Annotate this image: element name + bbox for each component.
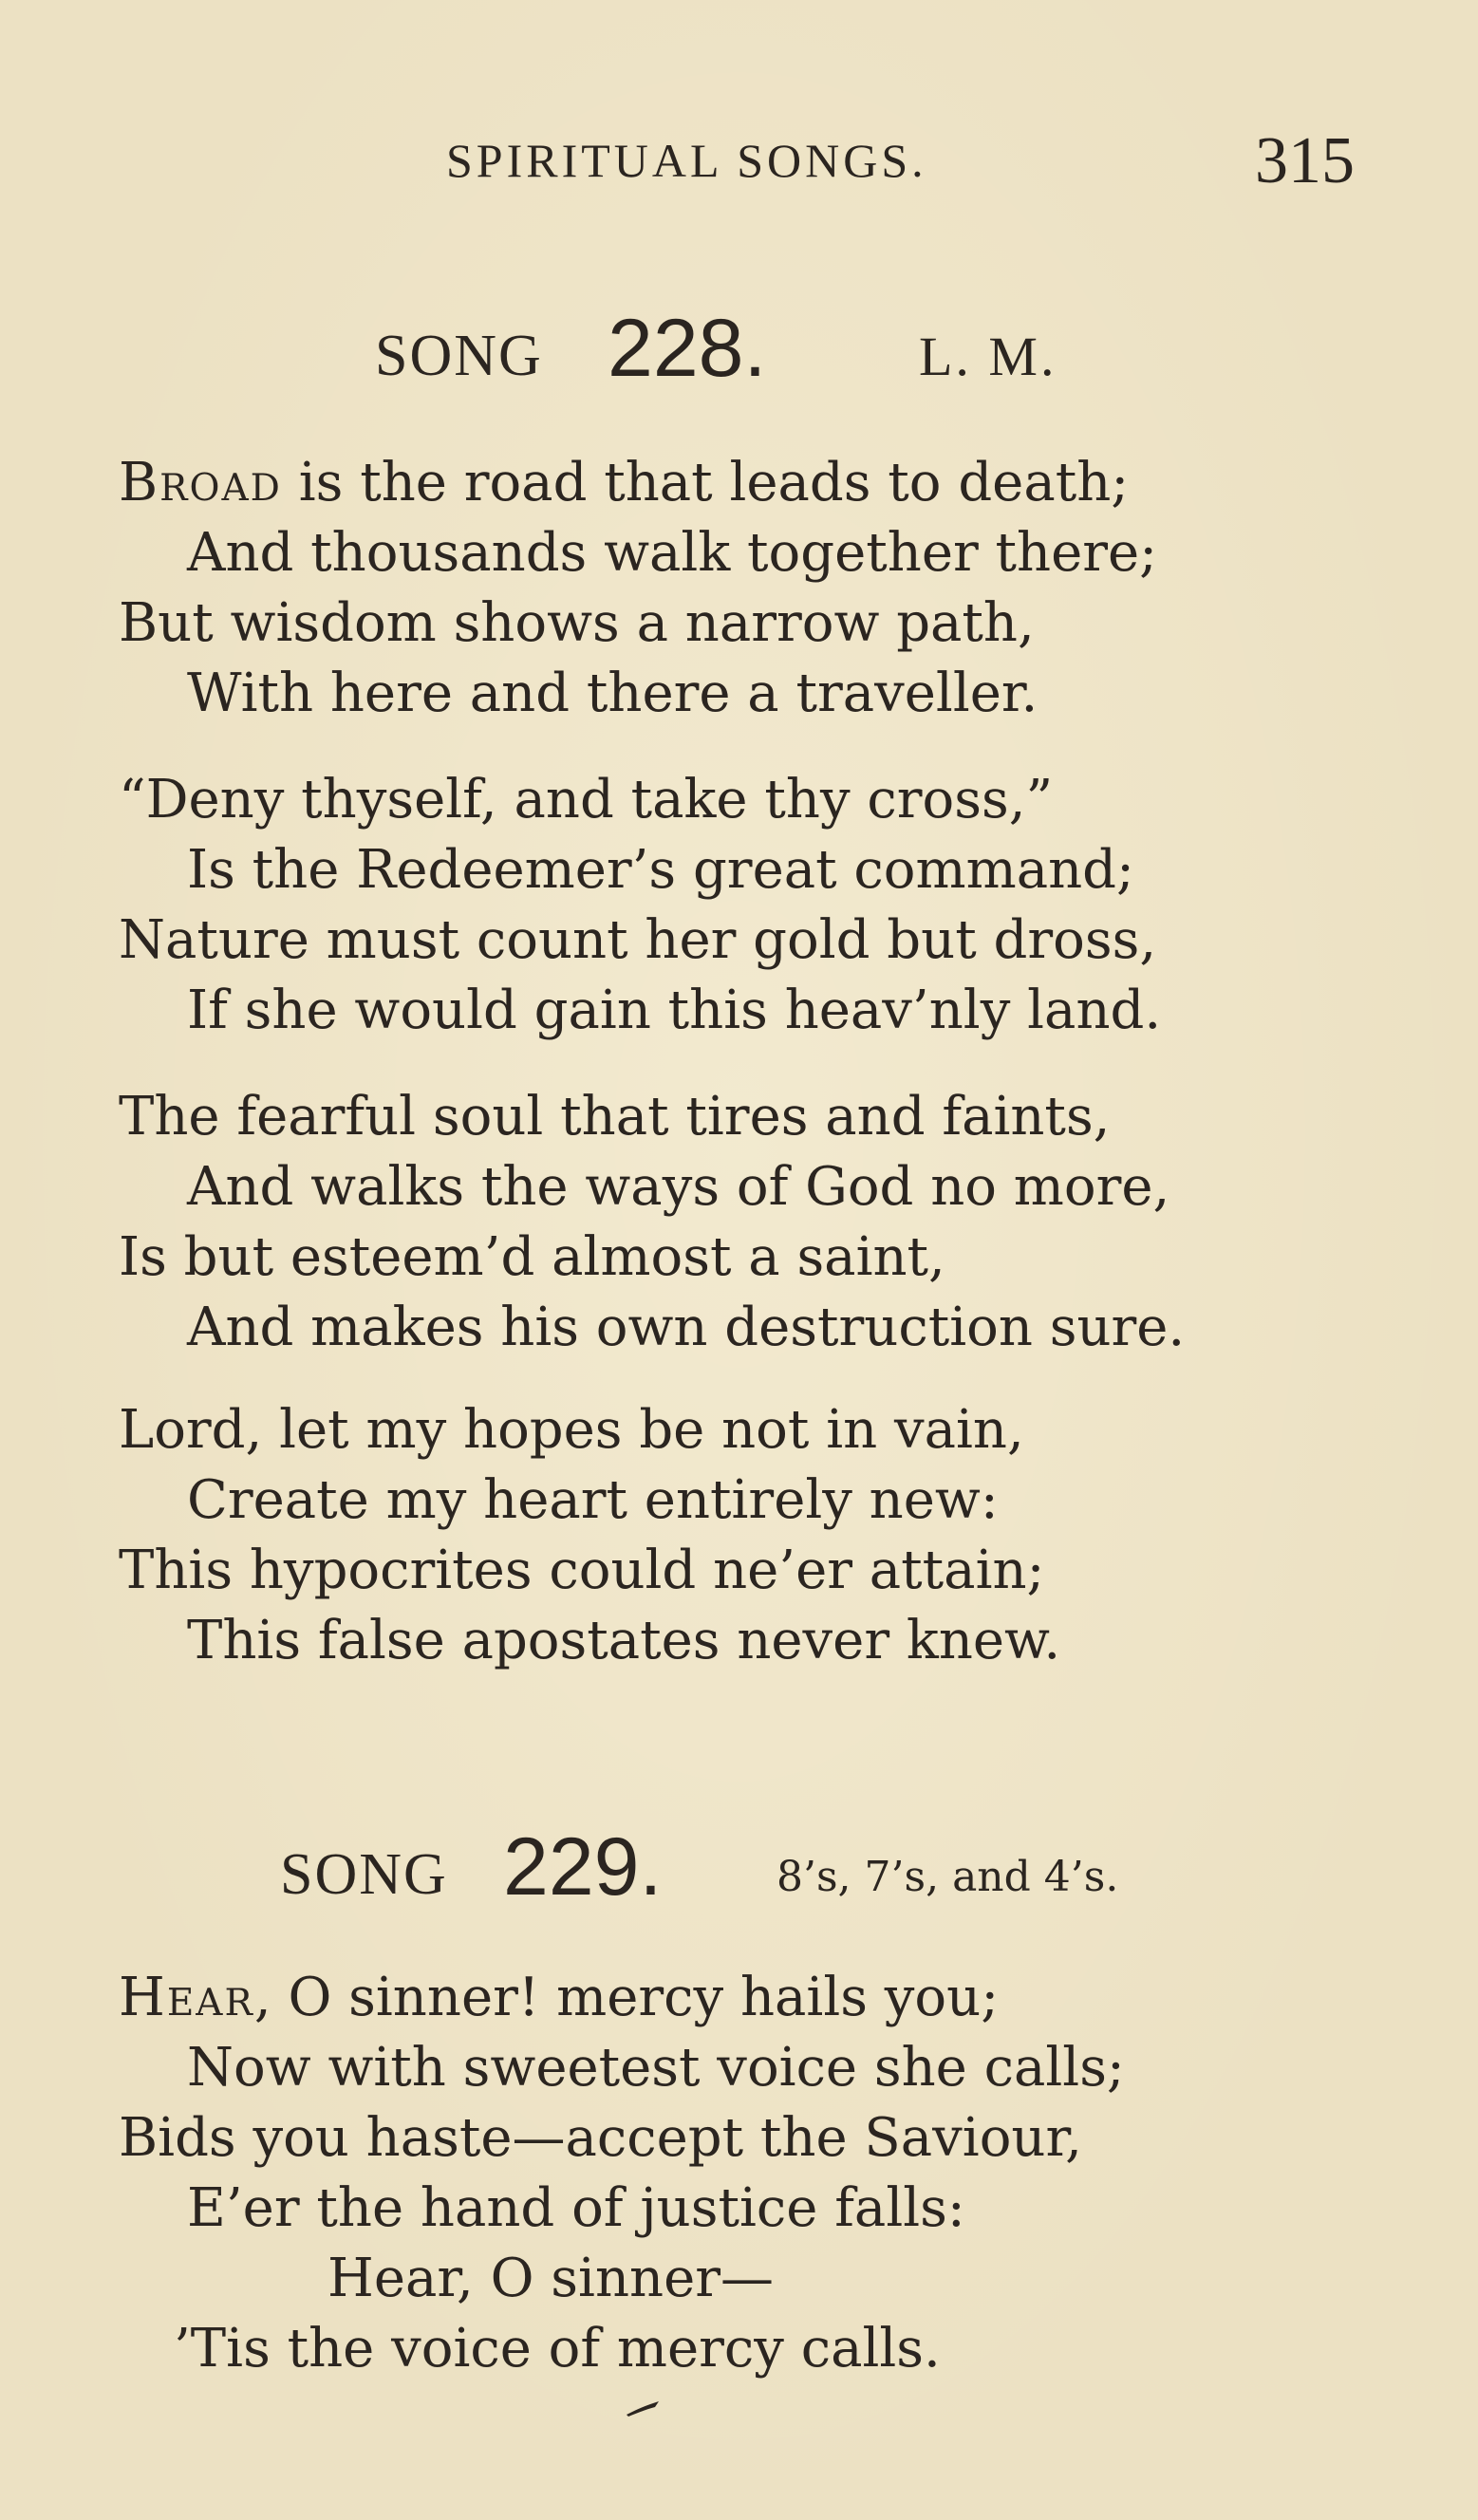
- song-228-heading: [0, 294, 1478, 408]
- verse-line: E’er the hand of justice falls:: [187, 2177, 965, 2239]
- printer-mark-icon: [625, 2399, 663, 2418]
- song-meter: L. M.: [919, 326, 1057, 387]
- verse-line-text: , O sinner! mercy hails you;: [253, 1967, 1000, 2028]
- verse-line: Bids you haste—accept the Saviour,: [119, 2107, 1082, 2169]
- running-head: [0, 123, 1478, 209]
- song-228-stanza-1: [119, 448, 1391, 729]
- verse-lead-word: Broad: [119, 452, 282, 513]
- verse-line: Is but esteem’d almost a saint,: [119, 1226, 945, 1288]
- verse-line: Is the Redeemer’s great command;: [187, 839, 1134, 901]
- song-228-stanza-2: [119, 765, 1391, 1046]
- verse-line: This false apostates never knew.: [187, 1610, 1061, 1671]
- verse-line: If she would gain this heav’nly land.: [187, 980, 1162, 1041]
- running-title: SPIRITUAL SONGS.: [446, 134, 927, 187]
- verse-line: This hypocrites could ne’er attain;: [119, 1540, 1045, 1601]
- song-229-heading: [0, 1813, 1478, 1927]
- verse-lead-word: Hear: [119, 1967, 254, 2028]
- song-meter: 8’s, 7’s, and 4’s.: [776, 1853, 1119, 1901]
- song-number: 229.: [503, 1821, 663, 1913]
- verse-line: Nature must count her gold but dross,: [119, 909, 1157, 971]
- verse-line: [119, 448, 1391, 518]
- page-number: 315: [1255, 124, 1355, 197]
- song-label: SONG: [375, 324, 543, 388]
- verse-line: And thousands walk together there;: [187, 522, 1158, 584]
- verse-line: [119, 1963, 1391, 2033]
- verse-line: But wisdom shows a narrow path,: [119, 592, 1035, 654]
- verse-line: Now with sweetest voice she calls;: [187, 2037, 1125, 2099]
- verse-line: Hear, O sinner—: [327, 2248, 774, 2309]
- song-228-stanza-3: [119, 1082, 1391, 1363]
- verse-line: With here and there a traveller.: [187, 663, 1038, 724]
- song-229-stanza-1: [119, 1963, 1391, 2384]
- song-228-stanza-4: [119, 1395, 1391, 1676]
- verse-line: And walks the ways of God no more,: [187, 1156, 1170, 1218]
- verse-line: The fearful soul that tires and faints,: [119, 1086, 1111, 1148]
- song-label: SONG: [280, 1842, 448, 1907]
- song-number: 228.: [608, 303, 767, 394]
- verse-line: ’Tis the voice of mercy calls.: [174, 2318, 941, 2380]
- verse-line: “Deny thyself, and take thy cross,”: [119, 769, 1054, 831]
- verse-line: Lord, let my hopes be not in vain,: [119, 1399, 1024, 1461]
- verse-line: And makes his own destruction sure.: [187, 1297, 1186, 1358]
- verse-line: Create my heart entirely new:: [187, 1469, 999, 1531]
- verse-line-text: is the road that leads to death;: [281, 452, 1130, 513]
